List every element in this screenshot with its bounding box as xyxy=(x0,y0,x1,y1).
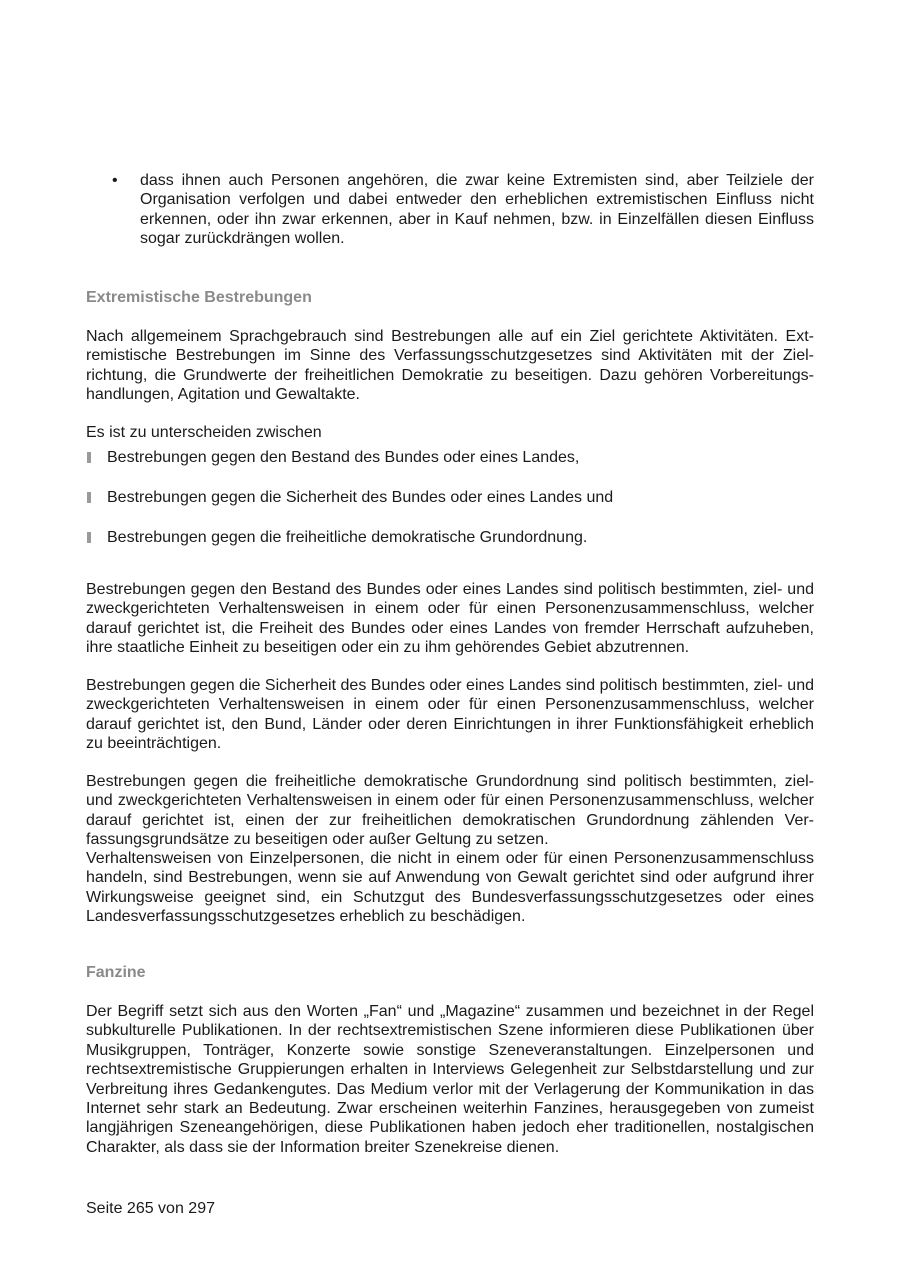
paragraph-grundordnung: Bestrebungen gegen die freiheitliche demokratische Grundordnung sind politisch bestimmten, ziel- und zweckgerichteten Verhaltensweisen in einem oder für einen Personenzusammenschluss, welcher darauf gerichtet ist, einen der zur freiheitlichen demokratischen Grundordnung zählenden Verfassungsgrundsätze zu beseitigen oder außer Geltung zu setzen. xyxy=(86,773,814,849)
list-item xyxy=(86,448,814,467)
intro-bullet-text: dass ihnen auch Personen angehören, die zwar keine Extremisten sind, aber Teilziele der Organisation verfolgen und dabei entweder den erheblichen extremistischen Einfluss nicht erkennen, oder ihn zwar erkennen, aber in Kauf nehmen, bzw. in Einzelfällen diesen Einfluss sogar zurückdrängen wollen. xyxy=(140,172,814,248)
paragraph-sicherheit: Bestrebungen gegen die Sicherheit des Bundes oder eines Landes sind politisch bestimmten, ziel- und zweckgerichteten Verhaltensweisen in einem oder für einen Personenzusammenschluss, welcher darauf gerichtet ist, den Bund, Länder oder deren Einrichtungen in ihrer Funktionsfähigkeit erheblich zu beeinträchtigen. xyxy=(86,677,814,753)
paragraph-bestand: Bestrebungen gegen den Bestand des Bundes oder eines Landes sind politisch bestimmten, ziel- und zweckgerichteten Verhaltensweisen in einem oder für einen Personenzusammenschluss, welcher darauf gerichtet ist, die Freiheit des Bundes oder eines Landes von fremder Herrschaft aufzuheben, ihre staatliche Einheit zu beseitigen oder ein zu ihm gehörendes Gebiet abzutrennen. xyxy=(86,581,814,657)
list-item-text: Bestrebungen gegen die freiheitliche demokratische Grundordnung. xyxy=(107,529,588,546)
list-item xyxy=(86,528,814,547)
list-bar-marker xyxy=(87,492,91,503)
bullet-dot: • xyxy=(112,172,118,189)
list-item-text: Bestrebungen gegen den Bestand des Bundes oder eines Landes, xyxy=(107,449,580,466)
section-heading-extremistische-bestrebungen: Extremistische Bestrebungen xyxy=(86,289,312,306)
section-heading-fanzine: Fanzine xyxy=(86,964,146,981)
list-bar-marker xyxy=(87,532,91,543)
list-intro-text: Es ist zu unterscheiden zwischen xyxy=(86,424,322,441)
page-number-footer: Seite 265 von 297 xyxy=(86,1200,215,1217)
list-bar-marker xyxy=(87,452,91,463)
paragraph-einzelpersonen: Verhaltensweisen von Einzelpersonen, die nicht in einem oder für einen Personenzusammenschluss handeln, sind Bestrebungen, wenn sie auf Anwendung von Gewalt gerichtet sind oder aufgrund ihrer Wirkungsweise geeignet sind, ein Schutzgut des Bundesverfassungsschutzgesetzes oder eines Landesverfassungsschutzgesetzes erheblich zu beschädigen. xyxy=(86,850,814,926)
paragraph-fanzine: Der Begriff setzt sich aus den Worten „Fan“ und „Magazine“ zusammen und bezeichnet in der Regel subkulturelle Publikationen. In der rechtsextremistischen Szene informieren diese Publikationen über Musikgruppen, Tonträger, Konzerte sowie sonstige Szeneveranstaltungen. Einzelpersonen und rechtsextremistische Gruppierungen erhalten in Interviews Gelegenheit zur Selbstdarstellung und zur Verbreitung ihres Gedankengutes. Das Medium verlor mit der Verlagerung der Kommunikation in das Internet sehr stark an Bedeutung. Zwar erscheinen weiterhin Fanzines, herausgegeben von zumeist langjährigen Szeneangehörigen, diese Publikationen haben jedoch eher traditionellen, nostalgischen Charakter, als dass sie der Information breiter Szenekreise dienen. xyxy=(86,1003,814,1156)
list-item xyxy=(86,488,814,507)
paragraph-definition: Nach allgemeinem Sprachgebrauch sind Bestrebungen alle auf ein Ziel gerichtete Aktivitäten. Extremistische Bestrebungen im Sinne des Verfassungsschutzgesetzes sind Aktivitäten mit der Zielrichtung, die Grundwerte der freiheitlichen Demokratie zu beseitigen. Dazu gehören Vorbereitungshandlungen, Agitation und Gewaltakte. xyxy=(86,328,814,404)
intro-bullet-item xyxy=(86,171,814,249)
list-item-text: Bestrebungen gegen die Sicherheit des Bundes oder eines Landes und xyxy=(107,489,614,506)
